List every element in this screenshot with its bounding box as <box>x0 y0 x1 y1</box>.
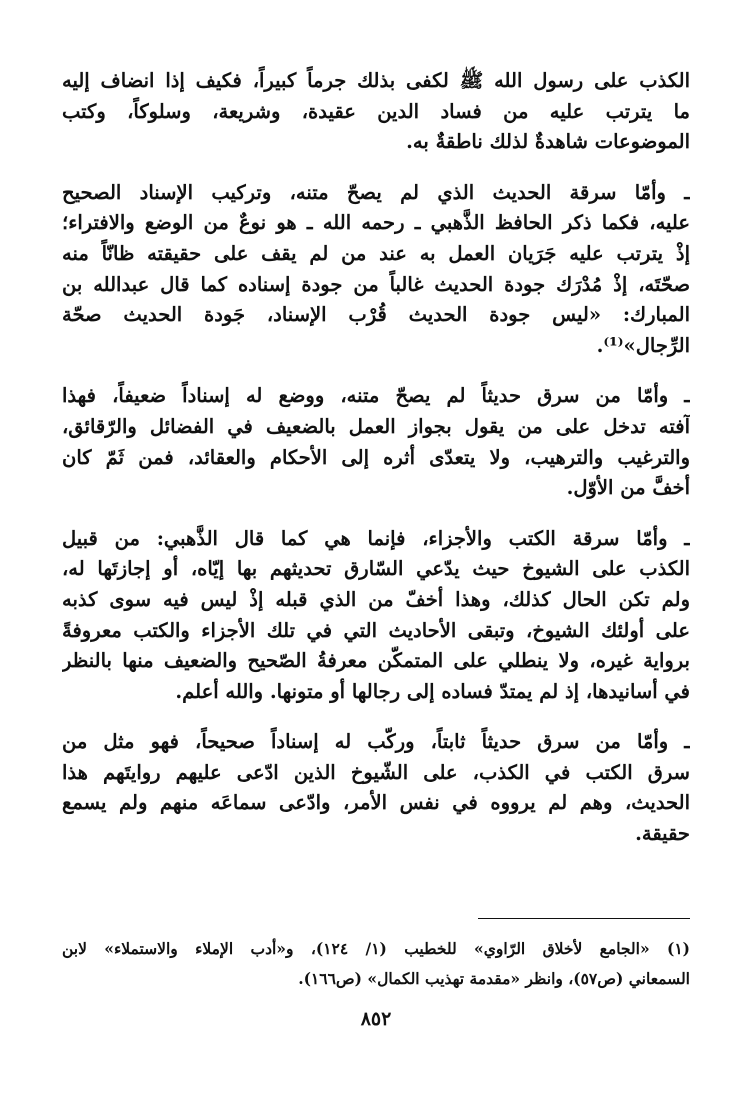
text-line: على أولئك الشيوخ، وتبقى الأحاديث التي في تلك الأجزاء والكتب معروفةً <box>62 618 690 642</box>
text-line: ما يترتب عليه من فساد الدين عقيدة، وشريعة، وسلوكاً، وكتب <box>62 99 690 123</box>
text-line: برواية غيره، ولا ينطلي على المتمكّن معرفةُ الصّحيح والضعيف منها بالنظر <box>62 649 690 673</box>
text-line: ـ وأمّا من سرق حديثاً لم يصحّ متنه، ووضع له إسناداً ضعيفاً، فهذا <box>62 384 690 408</box>
paragraph-2 <box>62 178 690 362</box>
text-line: آفته تدخل على من يقول بجواز العمل بالضعيف في الفضائل والرّقائق، <box>62 414 690 438</box>
text-line: سرق الكتب في الكذب، على الشّيوخ الذين ادّعى عليهم روايتَهم هذا <box>62 760 690 784</box>
text-line: ـ وأمّا سرقة الكتب والأجزاء، فإنما هي كما قال الذَّهبي: من قبيل <box>62 526 690 550</box>
text-line: الكذب على الشيوخ حيث يدّعي السّارق تحديثهم بها إيّاه، أو إجازتَها له، <box>62 557 690 581</box>
text-line: الموضوعات شاهدةٌ لذلك ناطقةٌ به. <box>406 130 690 154</box>
footnote-divider <box>478 918 690 919</box>
paragraph-1 <box>62 66 690 158</box>
page-number: ٨٥٢ <box>360 1008 392 1030</box>
text-line: ـ وأمّا سرقة الحديث الذي لم يصحّ متنه، وتركيب الإسناد الصحيح <box>62 180 690 204</box>
text-line: في أسانيدها، إذ لم يمتدّ فساده إلى رجالها أو متونها. والله أعلم. <box>175 679 690 703</box>
text-line: حقيقة. <box>635 822 690 846</box>
text-line: الكذب على رسول الله ﷺ لكفى بذلك جرماً كبيراً، فكيف إذا انضاف إليه <box>62 69 690 92</box>
page-body <box>62 66 690 1030</box>
footnote-line: السمعاني (ص٥٧)، وانظر «مقدمة تهذيب الكمال» (ص١٦٦). <box>298 969 690 988</box>
text-line: المبارك: «ليس جودة الحديث قُرْب الإسناد، جَودة الحديث صحّة <box>62 303 690 327</box>
text-line: صحّتَه، إذْ مُدْرَك جودة الحديث غالباً من جودة إسناده كما قال عبدالله بن <box>62 272 690 296</box>
text-line: ـ وأمّا من سرق حديثاً ثابتاً، وركّب له إسناداً صحيحاً، فهو مثل من <box>62 730 690 754</box>
paragraph-3 <box>62 381 690 503</box>
text-line: الحديث، وهم لم يرووه في نفس الأمر، وادّعى سماعَه منهم ولم يسمع <box>62 791 690 815</box>
text-line: الرِّجال»⁽¹⁾. <box>596 333 690 357</box>
paragraph-4 <box>62 524 690 708</box>
text-line: والترغيب والترهيب، ولا يتعدّى أثره إلى الأحكام والعقائد، فمن ثَمّ كان <box>62 445 690 469</box>
footnotes <box>62 934 690 994</box>
text-line: ولم تكن الحال كذلك، وهذا أخفّ من الذي قبله إذْ ليس فيه سوى كذبه <box>62 587 690 611</box>
footnote-line: (١) «الجامع لأخلاق الرّاوي» للخطيب (١/ ١٢٤)، و«أدب الإملاء والاستملاء» لابن <box>62 939 690 958</box>
text-line: إذْ يترتب عليه جَرَيان العمل به عند من لم يقف على حقيقته ظانّاً منه <box>62 241 690 265</box>
text-line: أخفَّ من الأوّل. <box>566 476 690 500</box>
paragraph-5 <box>62 727 690 849</box>
text-line: عليه، فكما ذكر الحافظ الذَّهبي ـ رحمه الله ـ هو نوعٌ من الوضع والافتراء؛ <box>62 211 690 235</box>
